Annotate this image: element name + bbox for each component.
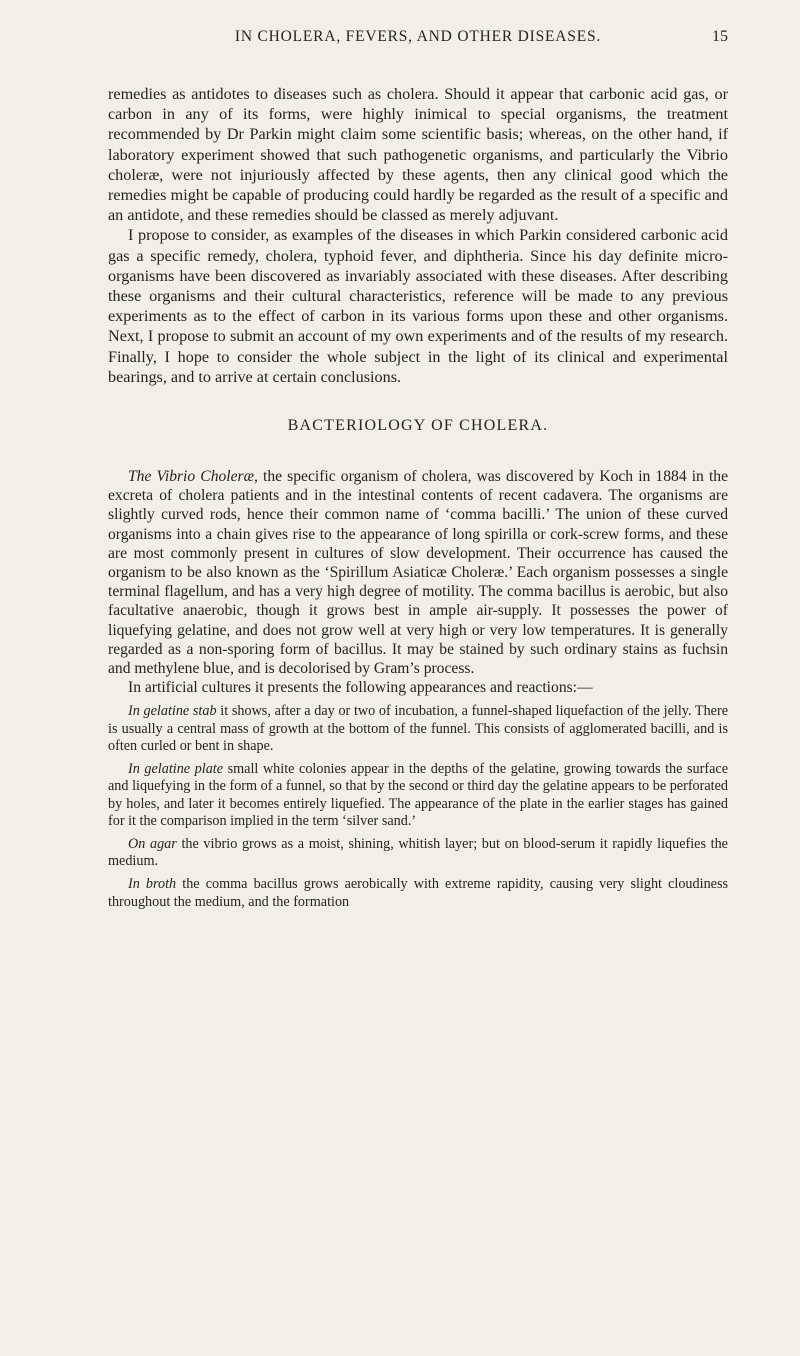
term-gelatine-plate: In gelatine plate [128,761,224,778]
running-title: IN CHOLERA, FEVERS, AND OTHER DISEASES. [234,28,602,45]
paragraph-cultures-intro: In artificial cultures it presents the following appearances and reactions:— [128,679,593,697]
paragraph-plan: I propose to consider, as examples of the diseases in which Parkin considered carbonic acid gas a specific remedy, cholera, typhoid fever, and diphtheria. Since his day definite micro-organisms have been discovered as invariably associated with these diseases. After describing these organisms and their cultural characteristics, reference will be made to any previous experiments as to the effect of carbon in its various forms upon these and other organisms. Next, I propose to submit an account of my own experiments and of the results of my research. Finally, I hope to consider the whole subject in the light of its clinical and experimental bearings, and to arrive at certain conclusions. [108,226,728,386]
paragraph-continuation: remedies as antidotes to diseases such as cholera. Should it appear that carbonic acid gas, or carbon in any of its forms, were highly inimical to special organisms, the treatment recommended by Dr Parkin might claim some scientific basis; whereas, on the other hand, if laboratory experiment showed that such pathogenetic organisms, and particularly the Vibrio choleræ, were not injuriously affected by these agents, then any clinical good which the remedies might be capable of producing could hardly be regarded as the result of a specific and an antidote, and these remedies should be classed as merely adjuvant. [108,85,728,225]
term-agar: On agar [128,835,177,852]
paragraph-gelatine-stab [108,703,728,755]
paragraph-gelatine-plate [108,761,728,830]
term-broth: In broth [128,876,177,893]
gelatine-plate-text: small white colonies appear in the depths of the gelatine, growing towards the surface and liquefying in the form of a funnel, so that by the second or third day the gelatine appears to be perforated by holes, and later it becomes entirely liquefied. The appearance of the plate in the earlier stages has gained for it the comparison implied in the term ‘silver sand.’ [108,761,728,829]
term-gelatine-stab: In gelatine stab [128,703,217,720]
section-bacteriology [108,467,728,911]
paragraph-vibrio-description [108,467,728,678]
section-heading: BACTERIOLOGY OF CHOLERA. [287,417,549,435]
term-vibrio-cholerae: The Vibrio Choleræ, [128,468,258,486]
broth-text: the comma bacillus grows aerobically with extreme rapidity, causing very slight cloudiness throughout the medium, and the formation [108,876,728,910]
running-head [108,28,728,60]
gelatine-stab-text: it shows, after a day or two of incubation, a funnel-shaped liquefaction of the jelly. There is usually a central mass of growth at the bottom of the funnel. This consists of agglomerated bacilli, and is often curled or bent in shape. [108,703,729,754]
agar-text: the vibrio grows as a moist, shining, whitish layer; but on blood-serum it rapidly liquefies the medium. [108,835,728,870]
page-number: 15 [712,28,728,45]
paragraph-agar [108,836,728,870]
page-body [108,84,728,911]
paragraph-broth [108,876,728,910]
vibrio-description-text: the specific organism of cholera, was discovered by Koch in 1884 in the excreta of cholera patients and in the intestinal contents of recent cadavera. The organisms are slightly curved rods, hence their common name of ‘comma bacilli.’ The union of these curved organisms into a chain gives rise to the appearance of long spirilla or cork-screw forms, and these are most commonly present in cultures of slow development. Their occurrence has caused the organism to be also known as the ‘Spirillum Asiaticæ Choleræ.’ Each organism possesses a single terminal flagellum, and has a very high degree of motility. The comma bacillus is aerobic, but also facultative anaerobic, though it grows best in ample air-supply. It possesses the power of liquefying gelatine, and does not grow well at very high or very low temperatures. It is generally regarded as a non-sporing form of bacillus. It may be stained by such ordinary stains as fuchsin and methylene blue, and is decolorised by Gram’s process. [108,468,729,678]
